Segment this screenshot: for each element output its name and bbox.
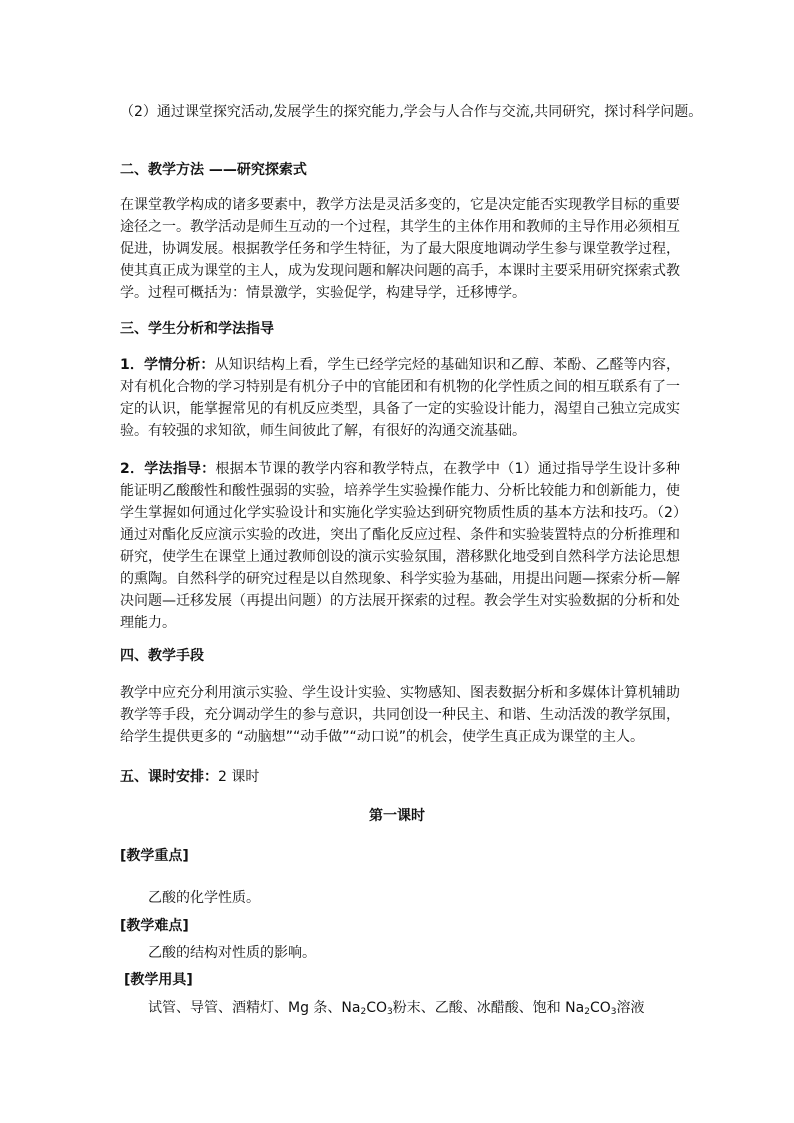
teaching-means-paragraph: 教学中应充分利用演示实验、学生设计实验、实物感知、图表数据分析和多媒体计算机辅助教学等手段，充分调动学生的参与意识，共同创设一种民主、和谐、生动活泼的教学氛围，给学生提供更多的 “动脑想”“动手做”“动口说”的机会，使学生真正成为课堂的主人。 [120, 685, 680, 745]
section-heading-student-analysis: 三、学生分析和学法指导 [120, 321, 274, 337]
teaching-method-paragraph: 在课堂教学构成的诸多要素中，教学方法是灵活多变的，它是决定能否实现教学目标的重要途径之一。教学活动是师生互动的一个过程，其学生的主体作用和教师的主导作用必须相互促进，协调发展。根据教学任务和学生特征，为了最大限度地调动学生参与课堂教学过程，使其真正成为课堂的主人，成为发现问题和解决问题的高手，本课时主要采用研究探索式教学。过程可概括为：情景激学，实验促学，构建导学，迁移博学。 [120, 197, 680, 301]
tools-text-part: 溶液 [616, 1000, 645, 1016]
subscript: 2 [584, 1007, 590, 1017]
tools-text-part: 粉末、乙酸、冰醋酸、饱和 Na [392, 1000, 585, 1016]
difficulty-text: 乙酸的结构对性质的影响。 [148, 945, 316, 961]
tools-text-part: CO [589, 1000, 611, 1016]
schedule-label: 五、课时安排： [120, 769, 218, 785]
student-analysis-text: 从知识结构上看，学生已经学完烃的基础知识和乙醇、苯酚、乙醛等内容，对有机化合物的学习特别是有机分子中的官能团和有机物的化学性质之间的相互联系有了一定的认识，能掌握常见的有机反应类型，具备了一定的实验设计能力，渴望自己独立完成实验。有较强的求知欲，师生间彼此了解，有很好的沟通交流基础。 [120, 357, 681, 439]
study-guidance-paragraph [120, 458, 680, 634]
study-guidance-text: 根据本节课的教学内容和教学特点，在教学中（1）通过指导学生设计多种能证明乙酸酸性和酸性强弱的实验，培养学生实验操作能力、分析比较能力和创新能力，使学生掌握如何通过化学实验设计和实施化学实验达到研究物质性质的基本方法和技巧。（2）通过对酯化反应演示实验的改进，突出了酯化反应过程、条件和实验装置特点的分析推理和研究，使学生在课堂上通过教师创设的演示实验氛围，潜移默化地受到自然科学方法论思想的熏陶。自然科学的研究过程是以自然现象、科学实验为基础，用提出问题—探索分析—解决问题—迁移发展（再提出问题）的方法展开探索的过程。教会学生对实验数据的分析和处理能力。 [120, 461, 680, 631]
student-analysis-label: 1．学情分析： [120, 357, 215, 373]
teaching-tools-label: [教学用具] [124, 972, 193, 988]
tools-text-part: 试管、导管、酒精灯、Mg 条、Na [148, 1000, 361, 1016]
difficulty-label: [教学难点] [120, 918, 189, 934]
section-heading-teaching-method: 二、教学方法 ——研究探索式 [120, 162, 307, 178]
key-points-text: 乙酸的化学性质。 [148, 890, 260, 906]
study-guidance-label: 2．学法指导： [120, 461, 216, 477]
student-analysis-paragraph [120, 354, 680, 442]
section-heading-schedule [120, 766, 680, 788]
objective-item-2: （2）通过课堂探究活动,发展学生的探究能力,学会与人合作与交流,共同研究，探讨科学问题。 [120, 104, 703, 120]
tools-text-part: CO [366, 1000, 387, 1016]
subscript: 2 [360, 1007, 367, 1017]
lesson-title: 第一课时 [369, 808, 425, 824]
schedule-value: 2 课时 [218, 769, 260, 785]
subscript: 3 [610, 1007, 617, 1017]
section-heading-teaching-means: 四、教学手段 [120, 648, 204, 664]
teaching-tools-text [148, 997, 708, 1019]
key-points-label: [教学重点] [120, 848, 189, 864]
subscript: 3 [387, 1007, 393, 1017]
